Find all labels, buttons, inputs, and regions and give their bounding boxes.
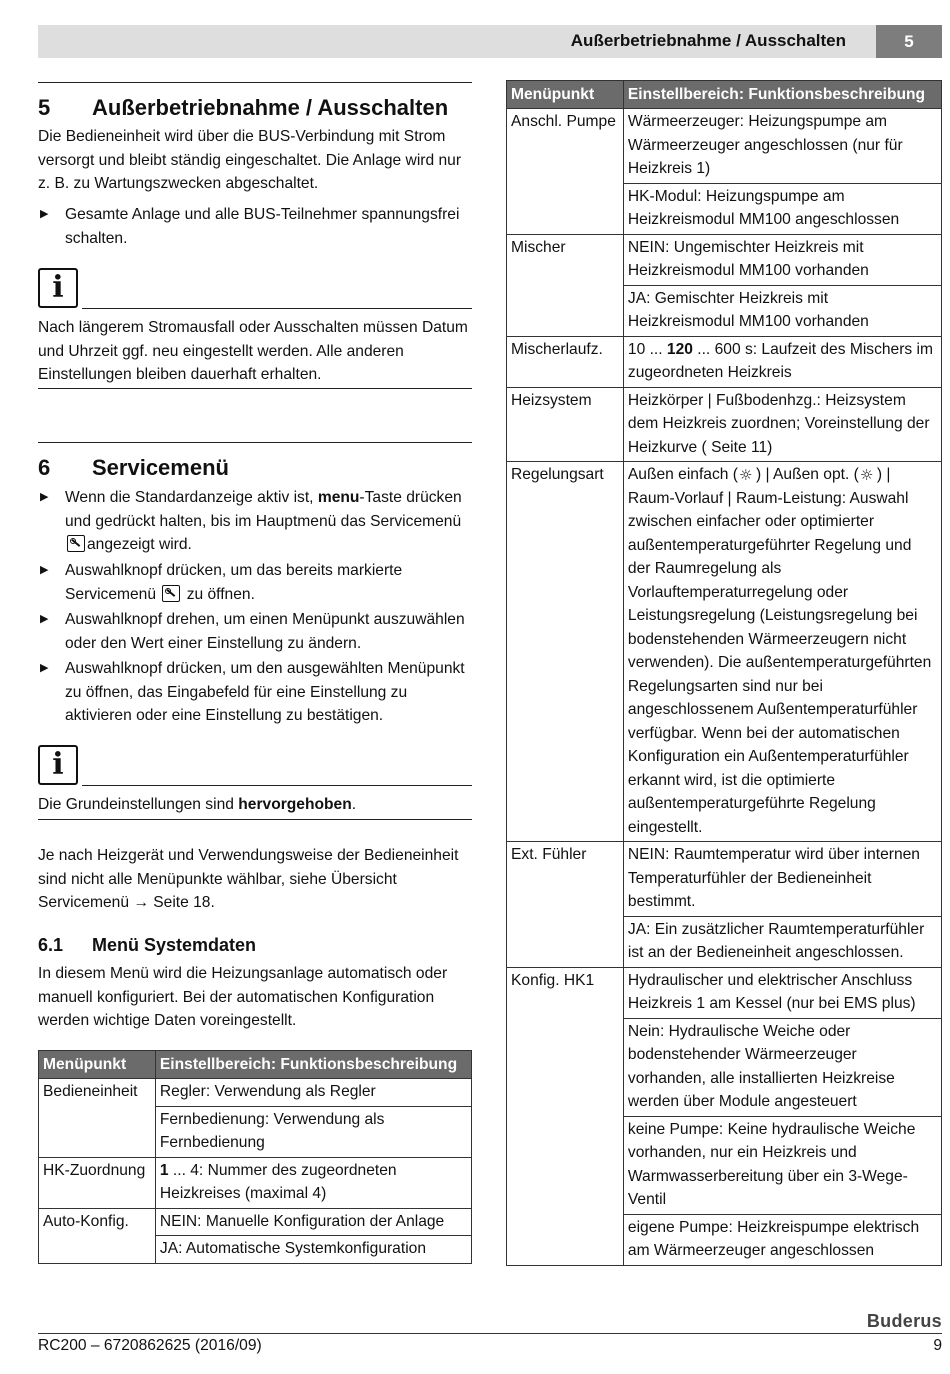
description-cell: Fernbedienung: Verwendung als Fernbedienung [155, 1106, 471, 1157]
description-cell: Nein: Hydraulische Weiche oder bodenstehender Wärmeerzeuger vorhanden, alle installierten Heizkreise werden über Module angesteuert [623, 1018, 941, 1116]
menu-item-cell: Bedieneinheit [39, 1079, 156, 1158]
menu-item-cell: Ext. Fühler [507, 842, 624, 968]
description-cell: Regler: Verwendung als Regler [155, 1079, 471, 1107]
menu-item-cell: Anschl. Pumpe [507, 109, 624, 235]
bullet-item [38, 559, 472, 606]
description-cell: NEIN: Raumtemperatur wird über internen Temperaturfühler der Bedieneinheit bestimmt. [623, 842, 941, 917]
page-header [38, 25, 942, 58]
description-text: ... 600 s: Laufzeit des Mischers im zugeordneten Heizkreis [627, 340, 934, 381]
column-header: Einstellbereich: Funktionsbeschreibung [155, 1051, 471, 1079]
description-text: ) | Außen opt. ( [755, 466, 859, 483]
description-cell: Hydraulischer und elektrischer Anschluss Heizkreis 1 am Kessel (nur bei EMS plus) [623, 967, 941, 1018]
default-value: 1 [159, 1161, 169, 1179]
info-text-part: Die Grundeinstellungen sind [38, 796, 239, 813]
menu-item-cell: Mischerlaufz. [507, 336, 624, 387]
section-number: 5 [38, 95, 51, 120]
table-row [507, 842, 942, 917]
section-5-heading [38, 95, 448, 121]
bullet-text: angezeigt wird. [87, 536, 192, 553]
description-cell: NEIN: Manuelle Konfiguration der Anlage [155, 1208, 471, 1236]
section-6-1-intro: In diesem Menü wird die Heizungsanlage automatisch oder manuell konfiguriert. Bei der automatischen Konfiguration werden wichtige Daten voreingestellt. [38, 965, 448, 1029]
service-menu-icon [162, 585, 180, 602]
bullet-text: -Taste drücken und gedrückt halten, bis im Hauptmenü das Servicemenü [65, 489, 462, 530]
info-text-bold: hervorgehoben [238, 796, 352, 813]
info-text: Nach längerem Stromausfall oder Ausschalten müssen Datum und Uhrzeit ggf. neu eingestellt werden. Alle anderen Einstellungen bleiben dauerhaft erhalten. [38, 319, 468, 383]
description-cell: eigene Pumpe: Heizkreispumpe elektrisch am Wärmeerzeuger angeschlossen [623, 1214, 941, 1265]
footer-document-id: RC200 – 6720862625 (2016/09) [38, 1337, 262, 1354]
table-row [507, 109, 942, 184]
bullet-item [38, 486, 472, 557]
table-row [39, 1208, 472, 1236]
table-row [507, 967, 942, 1018]
menu-item-cell: Heizsystem [507, 387, 624, 462]
menu-item-cell: Auto-Konfig. [39, 1208, 156, 1263]
menu-item-cell: HK-Zuordnung [39, 1157, 156, 1208]
description-cell: JA: Gemischter Heizkreis mit Heizkreismodul MM100 vorhanden [623, 285, 941, 336]
table-header-row [507, 81, 942, 109]
info-rule [82, 308, 472, 309]
systemdaten-table-right [506, 80, 942, 1266]
section-5-intro: Die Bedieneinheit wird über die BUS-Verbindung mit Strom versorgt und bleibt ständig eingeschaltet. Die Anlage wird nur z. B. zu Wartungszwecken abgeschaltet. [38, 128, 462, 192]
table-header-row [39, 1051, 472, 1079]
section-title: Servicemenü [92, 455, 229, 480]
section-number: 6 [38, 455, 51, 480]
info-text [38, 793, 472, 817]
description-cell [623, 336, 941, 387]
column-header: Menüpunkt [507, 81, 624, 109]
info-icon: i [38, 268, 78, 308]
section-rule [38, 82, 472, 83]
description-cell: JA: Ein zusätzlicher Raumtemperaturfühler ist an der Bedieneinheit angeschlossen. [623, 916, 941, 967]
table-row [507, 234, 942, 285]
description-cell [623, 462, 941, 842]
section-6-1-heading [38, 935, 256, 956]
section-title: Außerbetriebnahme / Ausschalten [92, 95, 449, 120]
bullet-item [38, 608, 472, 655]
description-text: ) | Raum-Vorlauf | Raum-Leistung: Auswahl zwischen einfacher oder optimierter außentemperaturgeführter Regelung und der Raumregelung als Vorlauftemperaturregelung oder Leistungsregelung (Leistungsregelung bei bodenstehenden Wärmeerzeugern nicht verwenden). Die außentemperaturgeführten Regelungsarten sind nur bei angeschlossenem Außentemperaturfühler verfügbar. Wenn bei der automatischen Konfiguration ein Außentemperaturfühler erkannt wird, ist die optimierte außentemperaturgeführte Regelung eingestellt. [627, 466, 932, 836]
header-chapter-tab: 5 [876, 25, 942, 58]
bullet-text: zu öffnen. [186, 585, 255, 603]
bullet-text: Auswahlknopf drücken, um den ausgewählten Menüpunkt zu öffnen, das Eingabefeld für eine Einstellung zu aktivieren oder eine Einstellung zu bestätigen. [65, 660, 465, 724]
bullet-text: Auswahlknopf drücken, um das bereits markierte Servicemenü [65, 562, 403, 603]
description-cell: JA: Automatische Systemkonfiguration [155, 1236, 471, 1264]
bullet-item [38, 657, 472, 728]
table-row [39, 1157, 472, 1208]
outdoor-sun-icon [738, 468, 756, 480]
header-title: Außerbetriebnahme / Ausschalten [570, 31, 846, 50]
key-name: menu [317, 489, 360, 506]
description-cell: Heizkörper | Fußbodenhzg.: Heizsystem dem Heizkreis zuordnen; Voreinstellung der Heizkurve ( Seite 11) [623, 387, 941, 462]
outdoor-sun-icon [859, 468, 877, 480]
brand-logo: Buderus [866, 1311, 942, 1331]
info-note [38, 268, 472, 310]
bullet-arrow-icon [40, 608, 48, 632]
description-cell [155, 1157, 471, 1208]
bullet-text: Auswahlknopf drehen, um einen Menüpunkt auszuwählen oder den Wert einer Einstellung zu ändern. [65, 611, 465, 652]
bullet-arrow-icon [40, 203, 48, 227]
info-end-rule [38, 388, 472, 389]
table-row [507, 462, 942, 842]
description-cell: keine Pumpe: Keine hydraulische Weiche vorhanden, nur ein Heizkreis und Warmwasserbereitung über ein 3-Wege-Ventil [623, 1116, 941, 1214]
bullet-arrow-icon [40, 486, 48, 510]
menu-item-cell: Regelungsart [507, 462, 624, 842]
description-cell: Wärmeerzeuger: Heizungspumpe am Wärmeerzeuger angeschlossen (nur für Heizkreis 1) [623, 109, 941, 184]
info-rule [82, 785, 472, 786]
description-text: Außen einfach ( [627, 466, 738, 483]
bullet-text: Gesamte Anlage und alle BUS-Teilnehmer spannungsfrei schalten. [65, 206, 460, 247]
info-end-rule [38, 819, 472, 820]
column-header: Menüpunkt [39, 1051, 156, 1079]
info-note [38, 745, 472, 787]
bullet-text: Wenn die Standardanzeige aktiv ist, [65, 489, 318, 506]
table-row [507, 387, 942, 462]
table-row [39, 1079, 472, 1107]
menu-item-cell: Mischer [507, 234, 624, 336]
info-icon: i [38, 745, 78, 785]
footer-page-number: 9 [933, 1337, 942, 1354]
default-value: 120 [666, 340, 693, 358]
section-6-heading [38, 455, 229, 481]
footer-rule [38, 1333, 942, 1334]
column-header: Einstellbereich: Funktionsbeschreibung [623, 81, 941, 109]
bullet-arrow-icon [40, 657, 48, 681]
section-6-note: Je nach Heizgerät und Verwendungsweise der Bedieneinheit sind nicht alle Menüpunkte wählbar, siehe Übersicht Servicemenü → Seite 18. [38, 847, 459, 911]
description-cell: HK-Modul: Heizungspumpe am Heizkreismodul MM100 angeschlossen [623, 183, 941, 234]
menu-item-cell: Konfig. HK1 [507, 967, 624, 1265]
description-text: 10 ... [627, 340, 667, 358]
table-row [507, 336, 942, 387]
description-cell: NEIN: Ungemischter Heizkreis mit Heizkreismodul MM100 vorhanden [623, 234, 941, 285]
section-title: Menü Systemdaten [92, 935, 257, 955]
bullet-item [38, 203, 472, 250]
description-text: ... 4: Nummer des zugeordneten Heizkreises (maximal 4) [159, 1161, 397, 1202]
section-rule [38, 442, 472, 443]
bullet-arrow-icon [40, 559, 48, 583]
service-menu-icon [67, 535, 85, 552]
section-number: 6.1 [38, 935, 64, 955]
systemdaten-table-left [38, 1050, 472, 1264]
info-text-part: . [351, 796, 357, 813]
